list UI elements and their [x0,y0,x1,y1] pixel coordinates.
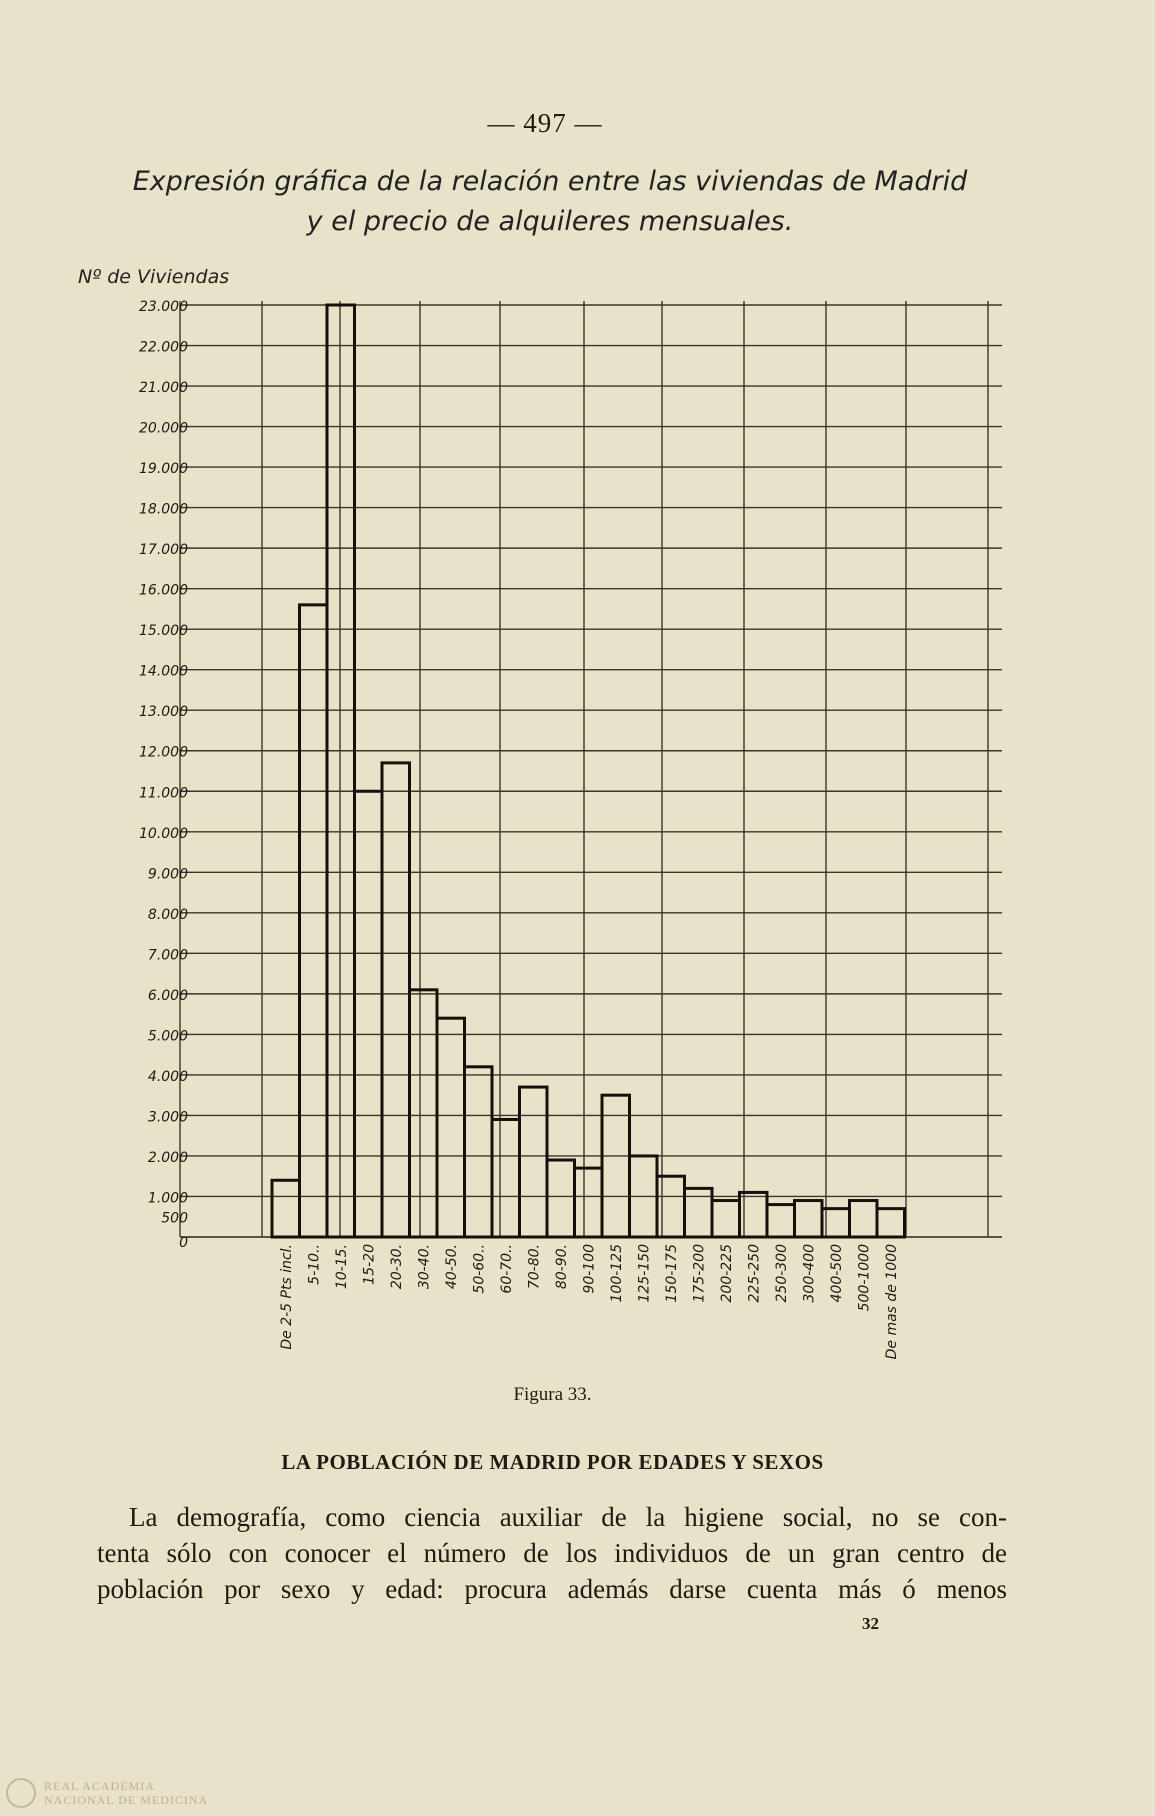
bar-5 [382,763,410,1237]
x-tick-label: De mas de 1000 [883,1244,900,1360]
y-tick-label: 18.000 [139,501,188,518]
bar-23 [877,1209,905,1237]
x-tick-labels [279,1244,900,1359]
watermark-line: REAL ACADEMIA [44,1779,155,1793]
x-tick-label: 225-250 [746,1244,763,1303]
bar-10 [520,1087,548,1237]
bar-6 [410,990,438,1237]
x-tick-label: 250-300 [773,1244,790,1303]
bar-1 [272,1180,300,1237]
watermark-line: NACIONAL DE MEDICINA [44,1793,209,1807]
figure-caption: Figura 33. [513,1384,592,1405]
page-number: — 497 — [487,108,603,138]
section-heading: LA POBLACIÓN DE MADRID POR EDADES Y SEXOS [281,1450,824,1474]
bar-15 [657,1176,685,1237]
y-tick-label: 17.000 [139,542,188,559]
bar-20 [795,1201,823,1237]
body-line: población por sexo y edad: procura además darse cuenta más ó menos [97,1574,1007,1604]
bar-2 [300,605,328,1237]
chart-bars [272,305,905,1237]
bar-11 [547,1160,575,1237]
bar-19 [767,1205,795,1237]
chart-title-line-2: y el precio de alquileres mensuales. [306,206,794,237]
bar-7 [437,1018,465,1237]
x-tick-label: 30-40. [416,1244,433,1290]
body-line: La demografía, como ciencia auxiliar de la higiene social, no se con- [129,1502,1007,1532]
bar-17 [712,1201,740,1237]
x-tick-label: 125-150 [636,1244,653,1303]
x-tick-label: 80-90. [553,1244,570,1290]
x-tick-label: 70-80. [526,1244,543,1290]
x-tick-label: 100-125 [608,1244,625,1303]
bar-3 [327,305,355,1237]
y-tick-label: 7.000 [147,947,188,964]
x-tick-label: 300-400 [801,1244,818,1303]
y-tick-labels [139,299,188,1251]
y-tick-label: 3.000 [147,1109,188,1126]
y-tick-label: 16.000 [139,582,188,599]
bar-4 [355,791,383,1237]
x-tick-label: 400-500 [828,1244,845,1303]
x-tick-label: 10-15. [333,1244,350,1290]
bar-22 [850,1201,878,1237]
y-tick-label: 15.000 [139,623,188,640]
bar-8 [465,1067,493,1237]
y-tick-label: 11.000 [139,785,188,802]
y-tick-label: 0 [179,1235,188,1251]
x-tick-label: 5-10.. [306,1244,323,1285]
y-tick-label: 6.000 [147,987,188,1004]
body-paragraph [97,1499,1007,1607]
y-tick-label: 22.000 [139,339,188,356]
chart-grid [180,301,1002,1237]
x-tick-label: 20-30. [388,1244,405,1290]
y-tick-label: 21.000 [139,380,188,397]
y-tick-label: 14.000 [139,663,188,680]
y-tick-label: 5.000 [147,1028,188,1045]
x-tick-label: 50-60.. [471,1244,488,1294]
bar-9 [492,1119,520,1237]
y-tick-label: 13.000 [139,704,188,721]
y-tick-label: 1.000 [147,1190,188,1207]
y-tick-label: 19.000 [139,461,188,478]
body-line: tenta sólo con conocer el número de los individuos de un gran centro de [97,1538,1007,1568]
y-tick-label: 12.000 [139,744,188,761]
y-tick-label: 4.000 [147,1068,188,1085]
x-tick-label: 40-50. [443,1244,460,1290]
y-tick-label: 23.000 [139,299,188,315]
y-tick-label: 500 [161,1210,188,1227]
seal-icon [6,1778,36,1808]
y-tick-label: 2.000 [147,1149,188,1166]
x-tick-label: 90-100 [581,1244,598,1294]
bar-13 [602,1095,630,1237]
x-tick-label: 200-225 [718,1244,735,1303]
chart-title: Expresión gráfica de la relación entre las viviendas de Madrid [132,166,968,197]
signature-mark: 32 [862,1614,879,1633]
x-tick-label: 15-20 [361,1244,378,1285]
library-watermark [6,1778,208,1808]
bar-12 [575,1168,603,1237]
x-tick-label: 500-1000 [856,1244,873,1312]
x-tick-label: De 2-5 Pts incl. [278,1244,295,1350]
x-tick-label: 60-70.. [498,1244,515,1294]
y-tick-label: 8.000 [147,906,188,923]
x-tick-label: 175-200 [691,1244,708,1303]
bar-16 [685,1188,713,1237]
y-tick-label: 10.000 [139,825,188,842]
y-tick-label: 20.000 [139,420,188,437]
y-tick-label: 9.000 [147,866,188,883]
y-axis-label: Nº de Viviendas [78,266,230,288]
x-tick-label: 150-175 [663,1244,680,1303]
